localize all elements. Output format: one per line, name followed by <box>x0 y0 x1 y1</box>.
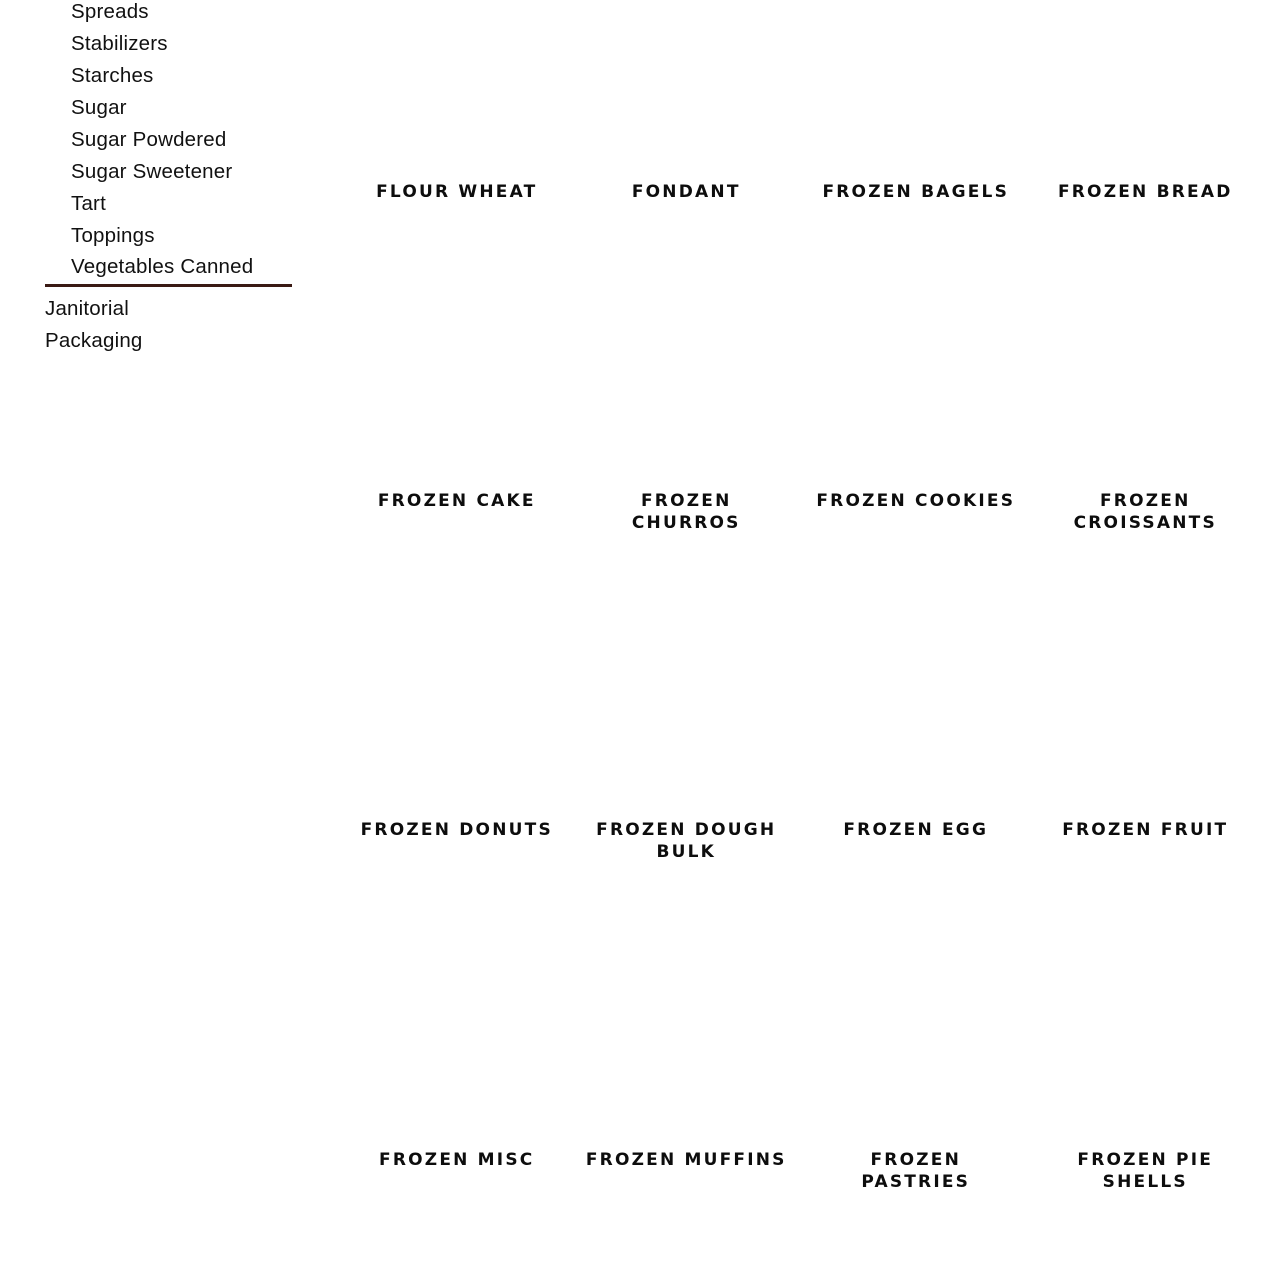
product-row <box>342 182 1260 204</box>
subcategory-starches[interactable]: Starches <box>71 64 154 87</box>
subcategory-sugar[interactable]: Sugar <box>71 96 127 119</box>
product-title[interactable]: FLOUR WHEAT <box>376 182 538 202</box>
product-card[interactable] <box>572 491 802 534</box>
product-title[interactable]: FROZEN DOUGH BULK <box>596 820 777 862</box>
product-title[interactable]: FROZEN PIE SHELLS <box>1077 1150 1214 1192</box>
product-card[interactable] <box>1031 182 1261 204</box>
product-row <box>342 1150 1260 1193</box>
product-row <box>342 491 1260 534</box>
product-title[interactable]: FROZEN BREAD <box>1057 182 1233 202</box>
product-title[interactable]: FROZEN MISC <box>379 1150 535 1170</box>
product-card[interactable] <box>572 820 802 863</box>
subcategory-sugar-sweetener[interactable]: Sugar Sweetener <box>71 160 233 183</box>
product-card[interactable] <box>342 182 572 204</box>
product-card[interactable] <box>572 1150 802 1193</box>
subcategory-spreads[interactable]: Spreads <box>71 0 149 23</box>
product-title[interactable]: FROZEN COOKIES <box>816 491 1016 511</box>
product-card[interactable] <box>801 491 1031 534</box>
product-card[interactable] <box>801 182 1031 204</box>
product-card[interactable] <box>801 1150 1031 1193</box>
category-packaging[interactable]: Packaging <box>45 329 143 352</box>
product-title[interactable]: FROZEN CROISSANTS <box>1073 491 1217 533</box>
product-title[interactable]: FROZEN BAGELS <box>822 182 1010 202</box>
subcategory-sugar-powdered[interactable]: Sugar Powdered <box>71 128 227 151</box>
product-title[interactable]: FROZEN DONUTS <box>360 820 553 840</box>
product-card[interactable] <box>1031 491 1261 534</box>
product-card[interactable] <box>342 491 572 534</box>
product-title[interactable]: FROZEN PASTRIES <box>861 1150 971 1192</box>
product-card[interactable] <box>1031 820 1261 863</box>
product-card[interactable] <box>801 820 1031 863</box>
subcategory-tart[interactable]: Tart <box>71 192 106 215</box>
subcategory-vegetables-canned[interactable]: Vegetables Canned <box>71 255 254 278</box>
category-sidebar <box>45 0 292 358</box>
subcategory-list <box>45 0 292 287</box>
product-title[interactable]: FROZEN CHURROS <box>631 491 741 533</box>
subcategory-toppings[interactable]: Toppings <box>71 224 155 247</box>
product-card[interactable] <box>572 182 802 204</box>
product-card[interactable] <box>1031 1150 1261 1193</box>
product-card[interactable] <box>342 1150 572 1193</box>
subcategory-stabilizers[interactable]: Stabilizers <box>71 32 168 55</box>
product-title[interactable]: FROZEN CAKE <box>377 491 536 511</box>
product-card[interactable] <box>342 820 572 863</box>
category-janitorial[interactable]: Janitorial <box>45 297 130 320</box>
category-list <box>45 294 292 358</box>
product-title[interactable]: FONDANT <box>631 182 741 202</box>
product-title[interactable]: FROZEN FRUIT <box>1062 820 1229 840</box>
product-title[interactable]: FROZEN EGG <box>843 820 989 840</box>
product-title[interactable]: FROZEN MUFFINS <box>585 1150 787 1170</box>
product-row <box>342 820 1260 863</box>
